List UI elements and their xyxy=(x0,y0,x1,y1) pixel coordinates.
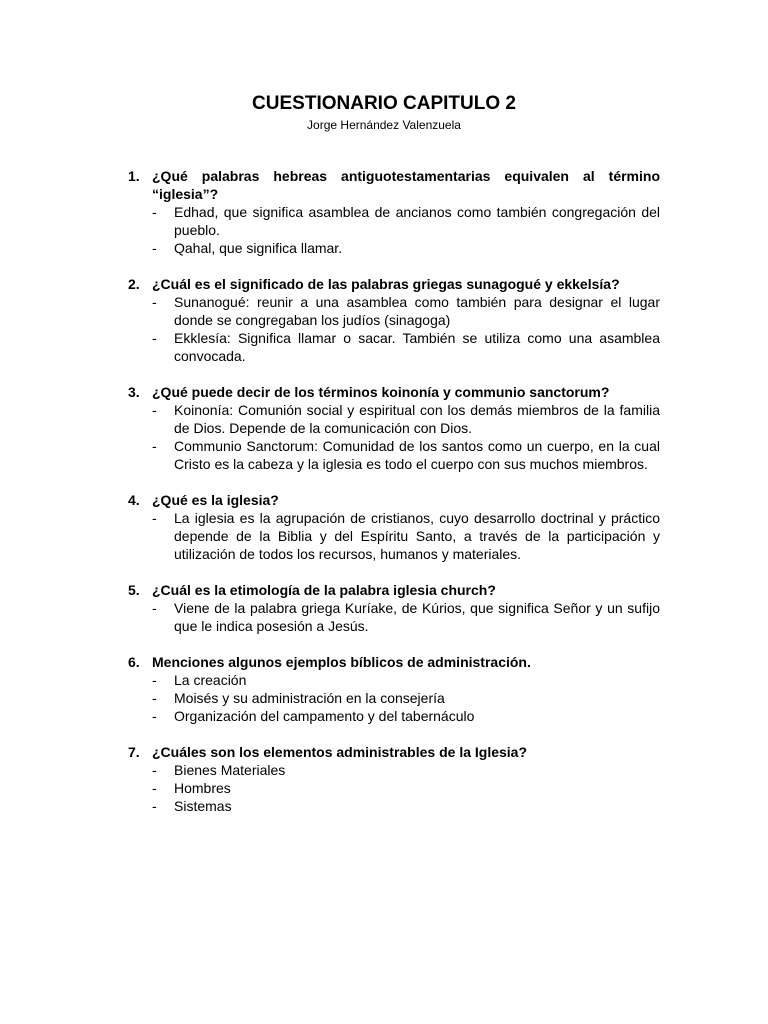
dash-bullet: - xyxy=(152,798,157,814)
answer-text: La iglesia es la agrupación de cristianos, cuyo desarrollo doctrinal y práctico depende de la Biblia y del Espíritu Santo, a través de la participación y utilización de todos los recursos, humanos y materiales. xyxy=(174,510,660,562)
answer-item xyxy=(128,707,660,725)
answer-list xyxy=(128,761,660,815)
answer-text: Ekklesía: Significa llamar o sacar. También se utiliza como una asamblea convocada. xyxy=(174,330,660,364)
dash-bullet: - xyxy=(152,780,157,796)
dash-bullet: - xyxy=(152,402,157,418)
answer-item xyxy=(128,401,660,437)
answer-text: Bienes Materiales xyxy=(174,762,286,778)
question-list xyxy=(128,167,660,833)
answer-list xyxy=(128,401,660,473)
answer-item xyxy=(128,671,660,689)
question-item xyxy=(128,167,660,257)
document-author: Jorge Hernández Valenzuela xyxy=(307,118,461,132)
question-heading xyxy=(128,581,660,599)
answer-text: La creación xyxy=(174,672,247,688)
answer-list xyxy=(128,671,660,725)
dash-bullet: - xyxy=(152,294,157,310)
question-number: 2. xyxy=(128,276,140,292)
answer-text: Viene de la palabra griega Kuríake, de Kúrios, que significa Señor y un sufijo que le indica posesión a Jesús. xyxy=(174,600,660,634)
question-item xyxy=(128,743,660,815)
question-item xyxy=(128,581,660,635)
question-heading xyxy=(128,383,660,401)
answer-text: Hombres xyxy=(174,780,231,796)
dash-bullet: - xyxy=(152,762,157,778)
question-heading xyxy=(128,743,660,761)
dash-bullet: - xyxy=(152,510,157,526)
answer-item xyxy=(128,329,660,365)
answer-text: Moisés y su administración en la consejería xyxy=(174,690,445,706)
answer-text: Sunanogué: reunir a una asamblea como también para designar el lugar donde se congregaban los judíos (sinagoga) xyxy=(174,294,660,328)
dash-bullet: - xyxy=(152,600,157,616)
dash-bullet: - xyxy=(152,708,157,724)
answer-text: Organización del campamento y del tabernáculo xyxy=(174,708,475,724)
answer-item xyxy=(128,599,660,635)
question-text: Menciones algunos ejemplos bíblicos de administración. xyxy=(152,654,531,670)
answer-text: Koinonía: Comunión social y espiritual con los demás miembros de la familia de Dios. Depende de la comunicación con Dios. xyxy=(174,402,660,436)
dash-bullet: - xyxy=(152,240,157,256)
answer-item xyxy=(128,761,660,779)
question-heading xyxy=(128,653,660,671)
answer-item xyxy=(128,239,660,257)
question-heading xyxy=(128,491,660,509)
answer-list xyxy=(128,203,660,257)
answer-list xyxy=(128,293,660,365)
question-item xyxy=(128,653,660,725)
question-heading xyxy=(128,167,660,203)
question-number: 6. xyxy=(128,654,140,670)
dash-bullet: - xyxy=(152,690,157,706)
dash-bullet: - xyxy=(152,672,157,688)
question-text: ¿Cuál es el significado de las palabras griegas sunagogué y ekkelsía? xyxy=(152,276,620,292)
answer-item xyxy=(128,293,660,329)
question-number: 4. xyxy=(128,492,140,508)
question-number: 5. xyxy=(128,582,140,598)
document-title: CUESTIONARIO CAPITULO 2 xyxy=(252,93,516,114)
question-item xyxy=(128,383,660,473)
question-heading xyxy=(128,275,660,293)
answer-item xyxy=(128,509,660,563)
answer-list xyxy=(128,599,660,635)
answer-text: Qahal, que significa llamar. xyxy=(174,240,343,256)
question-item xyxy=(128,491,660,563)
question-text: ¿Cuáles son los elementos administrables de la Iglesia? xyxy=(152,744,528,760)
question-text: ¿Qué es la iglesia? xyxy=(152,492,279,508)
answer-item xyxy=(128,203,660,239)
answer-item xyxy=(128,437,660,473)
question-text: ¿Qué puede decir de los términos koinonía y communio sanctorum? xyxy=(152,384,610,400)
dash-bullet: - xyxy=(152,330,157,346)
question-text: ¿Cuál es la etimología de la palabra iglesia church? xyxy=(152,582,496,598)
question-text: ¿Qué palabras hebreas antiguotestamentarias equivalen al término “iglesia”? xyxy=(152,168,660,202)
answer-item xyxy=(128,689,660,707)
question-item xyxy=(128,275,660,365)
question-number: 7. xyxy=(128,744,140,760)
dash-bullet: - xyxy=(152,438,157,454)
answer-text: Communio Sanctorum: Comunidad de los santos como un cuerpo, en la cual Cristo es la cabeza y la iglesia es todo el cuerpo con sus muchos miembros. xyxy=(174,438,660,472)
dash-bullet: - xyxy=(152,204,157,220)
answer-text: Sistemas xyxy=(174,798,232,814)
question-number: 1. xyxy=(128,168,140,184)
answer-text: Edhad, que significa asamblea de ancianos como también congregación del pueblo. xyxy=(174,204,660,238)
answer-item xyxy=(128,779,660,797)
answer-list xyxy=(128,509,660,563)
question-number: 3. xyxy=(128,384,140,400)
answer-item xyxy=(128,797,660,815)
